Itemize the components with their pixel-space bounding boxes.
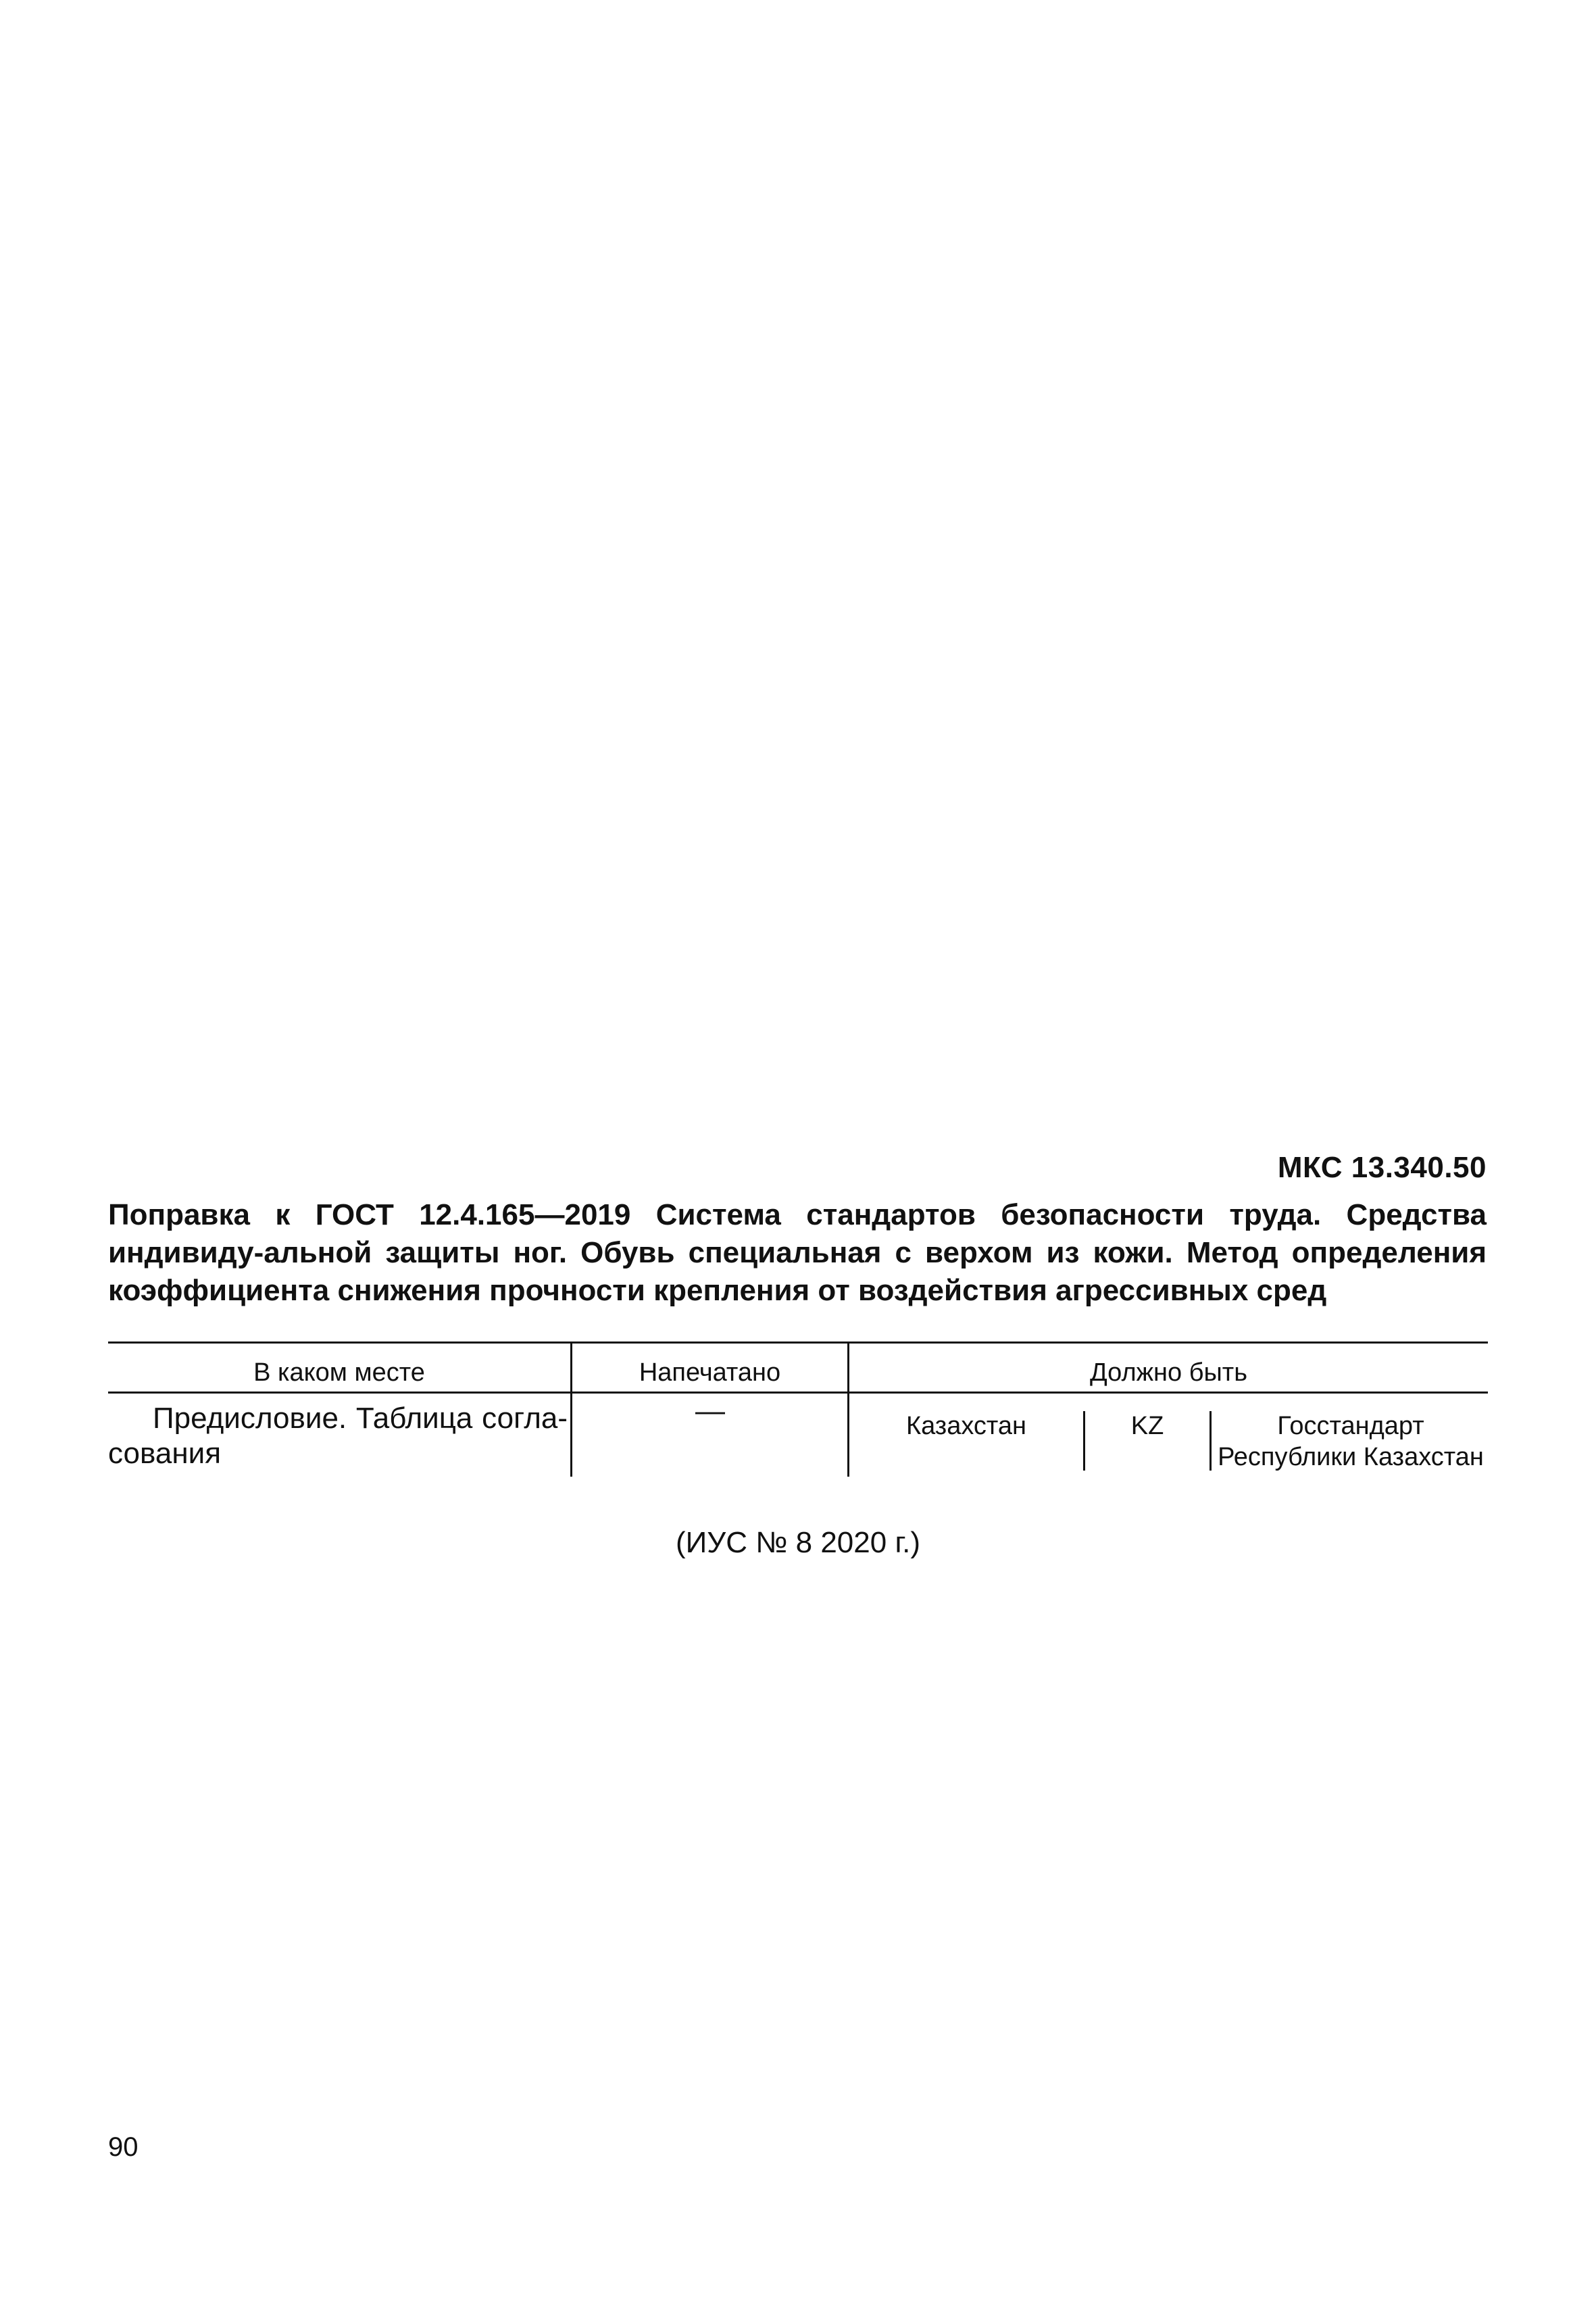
table-top-rule — [108, 1341, 1488, 1344]
ius-reference: (ИУС № 8 2020 г.) — [675, 1526, 920, 1559]
agency-line-2: Республики Казахстан — [1218, 1443, 1484, 1471]
table-header-rule — [108, 1392, 1488, 1394]
header-printed: Напечатано — [639, 1358, 781, 1387]
table-subcol-divider-1 — [1083, 1411, 1085, 1471]
cell-printed: — — [695, 1394, 725, 1427]
mks-code: МКС 13.340.50 — [1277, 1151, 1487, 1184]
correction-table — [108, 1341, 1488, 1497]
cell-agency — [1214, 1410, 1488, 1473]
header-where: В каком месте — [253, 1358, 425, 1387]
cell-country-code: KZ — [1130, 1412, 1164, 1440]
cell-country: Казахстан — [905, 1412, 1027, 1440]
cell-where: Предисловие. Таблица согла-сования — [108, 1402, 568, 1470]
header-should-be: Должно быть — [1089, 1358, 1247, 1387]
table-subcol-divider-2 — [1210, 1411, 1212, 1471]
page-number: 90 — [108, 2132, 139, 2162]
document-title: Поправка к ГОСТ 12.4.165—2019 Система стандартов безопасности труда. Средства индивиду-альной защиты ног. Обувь специальная с верхом из кожи. Метод определения коэффициента снижения прочности крепления от воздействия агрессивных сред — [108, 1198, 1487, 1307]
agency-line-1: Госстандарт — [1277, 1412, 1424, 1440]
